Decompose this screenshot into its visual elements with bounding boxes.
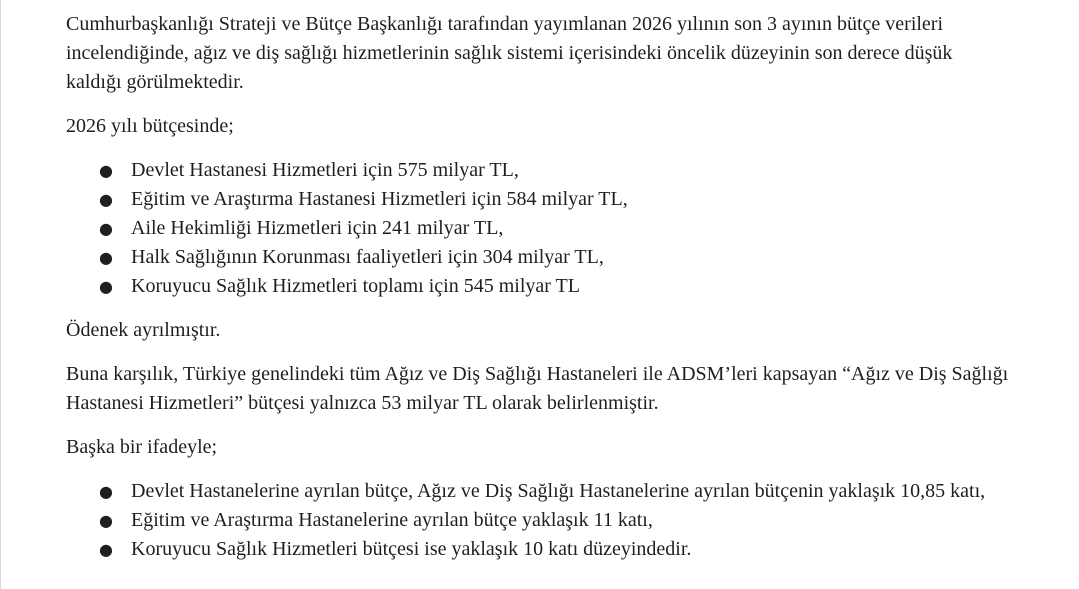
comparison-list: [66, 477, 1011, 564]
list-item-text: Eğitim ve Araştırma Hastanelerine ayrılan bütçe yaklaşık 11 katı,: [131, 509, 653, 531]
list-item-text: Aile Hekimliği Hizmetleri için 241 milyar TL,: [131, 217, 504, 239]
list-item-text: Koruyucu Sağlık Hizmetleri bütçesi ise yaklaşık 10 katı düzeyindedir.: [131, 538, 692, 560]
contrast-paragraph: Buna karşılık, Türkiye genelindeki tüm Ağız ve Diş Sağlığı Hastaneleri ile ADSM’leri kapsayan “Ağız ve Diş Sağlığı Hastanesi Hizmetleri” bütçesi yalnızca 53 milyar TL olarak belirlenmiştir.: [66, 363, 1009, 414]
bullet-icon: ●: [99, 511, 113, 530]
bullet-icon: ●: [99, 540, 113, 559]
bullet-icon: ●: [99, 277, 113, 296]
list-item: [65, 477, 1011, 506]
bullet-icon: ●: [99, 219, 113, 238]
budget-heading: 2026 yılı bütçesinde;: [66, 115, 234, 137]
list-item-text: Halk Sağlığının Korunması faaliyetleri için 304 milyar TL,: [131, 246, 604, 268]
list-item: [65, 214, 1011, 243]
bullet-icon: ●: [99, 248, 113, 267]
list-item: [65, 185, 1011, 214]
document-body: [66, 10, 1011, 579]
list-item-text: Devlet Hastanesi Hizmetleri için 575 milyar TL,: [131, 159, 519, 181]
list-item-text: Eğitim ve Araştırma Hastanesi Hizmetleri için 584 milyar TL,: [131, 188, 628, 210]
allocated-paragraph: Ödenek ayrılmıştır.: [66, 319, 221, 341]
list-item-text: Devlet Hastanelerine ayrılan bütçe, Ağız ve Diş Sağlığı Hastanelerine ayrılan bütçenin yaklaşık 10,85 katı,: [131, 480, 986, 502]
budget-list: [66, 156, 1011, 301]
other-heading: Başka bir ifadeyle;: [66, 436, 218, 458]
list-item: [65, 243, 1011, 272]
list-item: [65, 535, 1011, 564]
list-item: [65, 156, 1011, 185]
bullet-icon: ●: [99, 190, 113, 209]
intro-paragraph: Cumhurbaşkanlığı Strateji ve Bütçe Başkanlığı tarafından yayımlanan 2026 yılının son 3 ayının bütçe verileri incelendiğinde, ağız ve diş sağlığı hizmetlerinin sağlık sistemi içerisindeki öncelik düzeyinin son derece düşük kaldığı görülmektedir.: [66, 13, 953, 93]
bullet-icon: ●: [99, 161, 113, 180]
list-item: [65, 272, 1011, 301]
bullet-icon: ●: [99, 482, 113, 501]
list-item: [65, 506, 1011, 535]
list-item-text: Koruyucu Sağlık Hizmetleri toplamı için 545 milyar TL: [131, 275, 580, 297]
